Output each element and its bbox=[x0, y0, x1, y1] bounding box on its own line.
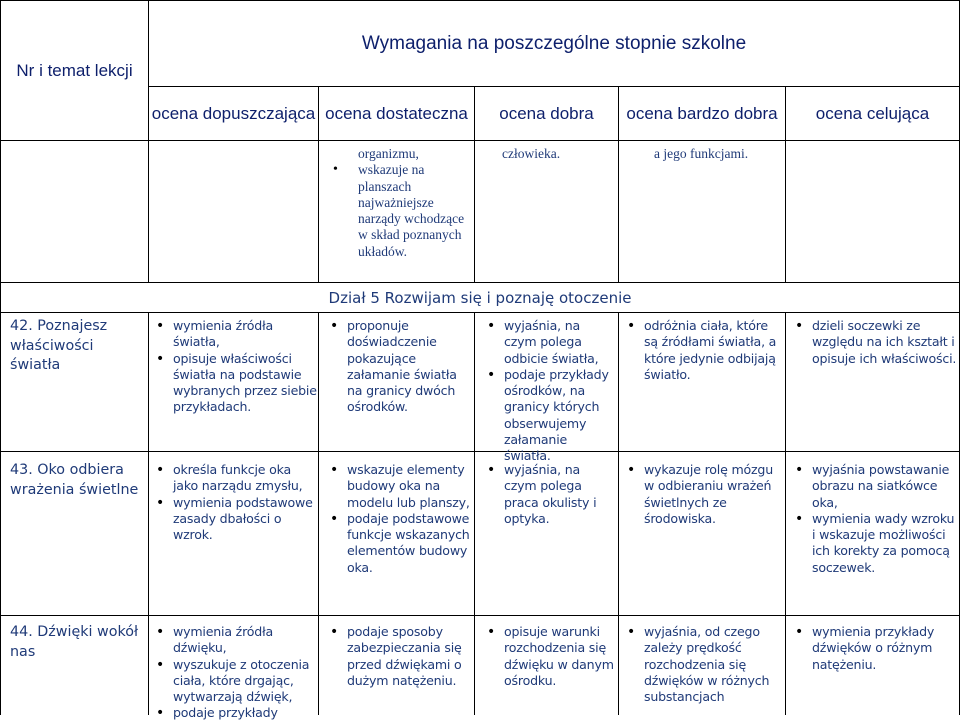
lesson-42-dopuszczajaca bbox=[153, 318, 317, 416]
continuation-line: organizmu, bbox=[358, 146, 419, 161]
list-item: • wskazuje na planszach najważniejsze narządy wchodzące w skład poznanych układów. bbox=[330, 162, 472, 260]
list-item: • wymienia przykłady dźwięków o różnym natężeniu. bbox=[792, 624, 958, 673]
list-item: • podaje przykłady bbox=[153, 705, 317, 721]
col-line-4-bottom bbox=[618, 312, 619, 715]
list-item: • określa funkcje oka jako narządu zmysłu, bbox=[153, 462, 317, 495]
lesson-44-celujaca bbox=[792, 624, 958, 673]
list-item: • wymienia źródła światła, bbox=[153, 318, 317, 351]
col-line-3-bottom bbox=[474, 312, 475, 715]
section-title: Dział 5 Rozwijam się i poznaję otoczenie bbox=[328, 288, 632, 307]
list-item: • podaje przykłady ośrodków, na granicy których obserwujemy załamanie światła. bbox=[484, 367, 616, 465]
list-item: • wyszukuje z otoczenia ciała, które drgając, wytwarzają dźwięk, bbox=[153, 657, 317, 706]
list-item: • wyjaśnia, od czego zależy prędkość rozchodzenia się dźwięków w różnych substancjach bbox=[624, 624, 784, 705]
lesson-44-topic: 44. Dźwięki wokół nas bbox=[10, 624, 139, 660]
topic-column-header: Nr i temat lekcji bbox=[16, 60, 133, 80]
row-43-bottom-line bbox=[0, 615, 960, 616]
list-item: • wymienia wady wzroku i wskazuje możliwości ich korekty za pomocą soczewek. bbox=[792, 511, 958, 576]
list-item: • opisuje warunki rozchodzenia się dźwięku w danym ośrodku. bbox=[484, 624, 616, 689]
col-line-2-bottom bbox=[318, 312, 319, 715]
requirements-header: Wymagania na poszczególne stopnie szkolne bbox=[361, 32, 747, 54]
lesson-43-bardzo-dobra bbox=[624, 462, 784, 527]
lesson-44-dopuszczajaca bbox=[153, 624, 317, 722]
lesson-42-bardzo-dobra bbox=[624, 318, 784, 383]
section-bottom-line bbox=[0, 312, 960, 313]
lesson-43-dobra bbox=[484, 462, 616, 527]
list-item: • wskazuje elementy budowy oka na modelu lub planszy, bbox=[327, 462, 473, 511]
list-item: • wyjaśnia, na czym polega odbicie światła, bbox=[484, 318, 616, 367]
continuation-bardzo-dobra: a jego funkcjami. bbox=[654, 146, 749, 161]
grade-header-bardzo-dobra: ocena bardzo dobra bbox=[626, 103, 778, 123]
lesson-43-topic: 43. Oko odbiera wrażenia świetlne bbox=[10, 462, 139, 498]
row-42-bottom-line bbox=[0, 451, 960, 452]
continuation-dobra: człowieka. bbox=[502, 146, 561, 161]
lesson-43-celujaca bbox=[792, 462, 958, 576]
list-item: • odróżnia ciała, które są źródłami światła, a które jedynie odbijają światło. bbox=[624, 318, 784, 383]
lesson-42-celujaca bbox=[792, 318, 958, 367]
list-item: • dzieli soczewki ze względu na ich kształt i opisuje ich właściwości. bbox=[792, 318, 958, 367]
lesson-42-dobra bbox=[484, 318, 616, 465]
list-item: • podaje podstawowe funkcje wskazanych elementów budowy oka. bbox=[327, 511, 473, 576]
lesson-43-dostateczna bbox=[327, 462, 473, 576]
grade-header-dopuszczajaca: ocena dopuszczająca bbox=[151, 103, 316, 123]
list-item: • wymienia źródła dźwięku, bbox=[153, 624, 317, 657]
list-item: • wykazuje rolę mózgu w odbieraniu wrażeń świetlnych ze środowiska. bbox=[624, 462, 784, 527]
lesson-43-dopuszczajaca bbox=[153, 462, 317, 543]
grade-header-celujaca: ocena celująca bbox=[815, 103, 930, 123]
list-item: • opisuje właściwości światła na podstawie wybranych przez siebie przykładach. bbox=[153, 351, 317, 416]
lesson-42-dostateczna bbox=[327, 318, 473, 416]
grade-header-dostateczna: ocena dostateczna bbox=[325, 103, 468, 123]
continuation-dostateczna bbox=[330, 146, 472, 260]
list-item: • wymienia podstawowe zasady dbałości o wzrok. bbox=[153, 495, 317, 544]
lesson-44-dostateczna bbox=[327, 624, 473, 689]
list-item: • podaje sposoby zabezpieczania się przed dźwiękami o dużym natężeniu. bbox=[327, 624, 473, 689]
lesson-44-dobra bbox=[484, 624, 616, 689]
lesson-44-bardzo-dobra bbox=[624, 624, 784, 705]
list-item: • proponuje doświadczenie pokazujące załamanie światła na granicy dwóch ośrodków. bbox=[327, 318, 473, 416]
lesson-42-topic: 42. Poznajesz właściwości światła bbox=[10, 318, 108, 373]
col-line-5-bottom bbox=[785, 312, 786, 715]
list-item: • wyjaśnia, na czym polega praca okulisty i optyka. bbox=[484, 462, 616, 527]
header-bottom-line bbox=[0, 140, 960, 141]
col-line-1-bottom bbox=[148, 312, 149, 715]
list-item: • wyjaśnia powstawanie obrazu na siatkówce oka, bbox=[792, 462, 958, 511]
grade-header-dobra: ocena dobra bbox=[499, 103, 594, 123]
